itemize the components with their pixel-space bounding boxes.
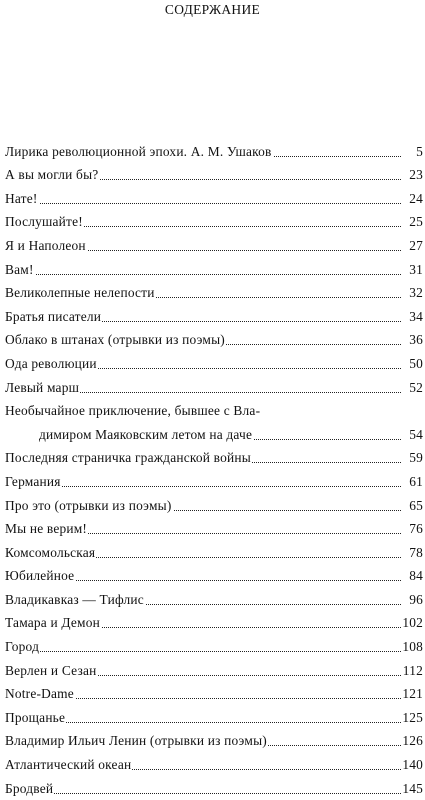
toc-entry[interactable] xyxy=(5,539,423,563)
toc-entry-title: Послушайте! xyxy=(5,214,83,230)
toc-entry[interactable] xyxy=(5,280,423,304)
toc-entry-page: 54 xyxy=(409,426,423,442)
toc-entry-title: Лирика революционной эпохи. А. М. Ушаков xyxy=(5,143,272,159)
toc-entry-page: 121 xyxy=(402,686,423,702)
toc-entry-page: 140 xyxy=(402,757,423,773)
toc-entry-title: Необычайное приключение, бывшее с Вла- xyxy=(5,403,261,419)
toc-entry-page: 50 xyxy=(409,355,423,371)
toc-entry-title: Братья писатели xyxy=(5,308,102,324)
toc-entry[interactable] xyxy=(5,303,423,327)
toc-entry[interactable] xyxy=(5,256,423,280)
toc-entry-page: 23 xyxy=(409,167,423,183)
table-of-contents xyxy=(5,138,423,799)
toc-entry-page: 5 xyxy=(416,143,423,159)
toc-entry-title: Владикавказ — Тифлис xyxy=(5,591,144,607)
toc-entry[interactable] xyxy=(5,728,423,752)
toc-entry-title: А вы могли бы? xyxy=(5,167,99,183)
toc-entry[interactable] xyxy=(5,657,423,681)
toc-entry[interactable] xyxy=(5,232,423,256)
toc-entry-first-line[interactable] xyxy=(5,398,423,422)
toc-entry-title: Комсомольская xyxy=(5,544,96,560)
page-title: СОДЕРЖАНИЕ xyxy=(164,2,261,17)
toc-entry-page: 145 xyxy=(402,780,423,796)
toc-entry[interactable] xyxy=(5,374,423,398)
toc-entry[interactable] xyxy=(5,775,423,799)
toc-entry[interactable] xyxy=(5,185,423,209)
toc-entry[interactable] xyxy=(5,704,423,728)
toc-entry-title: Я и Наполеон xyxy=(5,237,86,253)
toc-entry-page: 34 xyxy=(409,308,423,324)
toc-entry[interactable] xyxy=(5,563,423,587)
toc-entry-page: 25 xyxy=(409,214,423,230)
toc-entry-title: Про это (отрывки из поэмы) xyxy=(5,497,172,513)
toc-entry-second-line[interactable] xyxy=(5,421,423,445)
toc-entry[interactable] xyxy=(5,162,423,186)
toc-entry[interactable] xyxy=(5,681,423,705)
toc-entry-page: 125 xyxy=(402,709,423,725)
toc-entry-title: Облако в штанах (отрывки из поэмы) xyxy=(5,332,225,348)
toc-entry-page: 126 xyxy=(402,733,423,749)
toc-entry-title: Прощанье xyxy=(5,709,66,725)
toc-entry-title: Верлен и Сезан xyxy=(5,662,97,678)
toc-entry-title: Вам! xyxy=(5,261,34,277)
toc-entry-page: 76 xyxy=(409,521,423,537)
toc-entry[interactable] xyxy=(5,610,423,634)
toc-entry-page: 32 xyxy=(409,285,423,301)
toc-entry[interactable] xyxy=(5,350,423,374)
toc-entry-page: 24 xyxy=(409,190,423,206)
toc-entry-page: 61 xyxy=(409,473,423,489)
toc-entry-title: Ода революции xyxy=(5,355,97,371)
dot-leader xyxy=(5,203,401,204)
toc-entry-title-continuation: димиром Маяковским летом на даче xyxy=(39,426,253,442)
toc-entry-page: 112 xyxy=(402,662,423,678)
toc-entry-page: 59 xyxy=(409,450,423,466)
toc-entry-page: 78 xyxy=(409,544,423,560)
toc-entry-title: Атлантический океан xyxy=(5,757,132,773)
toc-entry-page: 31 xyxy=(409,261,423,277)
toc-entry-page: 65 xyxy=(409,497,423,513)
toc-entry-title: Последняя страничка гражданской войны xyxy=(5,450,251,466)
toc-entry-page: 108 xyxy=(402,639,423,655)
toc-entry-title: Левый марш xyxy=(5,379,80,395)
toc-entry[interactable] xyxy=(5,445,423,469)
toc-entry[interactable] xyxy=(5,586,423,610)
toc-entry-title: Бродвей xyxy=(5,780,54,796)
toc-entry-title: Нате! xyxy=(5,190,38,206)
toc-entry-page: 84 xyxy=(409,568,423,584)
toc-entry[interactable] xyxy=(5,138,423,162)
toc-entry-page: 27 xyxy=(409,237,423,253)
dot-leader xyxy=(5,793,401,794)
toc-entry-title: Город xyxy=(5,639,40,655)
toc-entry[interactable] xyxy=(5,751,423,775)
toc-entry-title: Владимир Ильич Ленин (отрывки из поэмы) xyxy=(5,733,267,749)
toc-entry-page: 102 xyxy=(402,615,423,631)
toc-entry-page: 52 xyxy=(409,379,423,395)
toc-entry-title: Германия xyxy=(5,473,61,489)
toc-entry-page: 96 xyxy=(409,591,423,607)
dot-leader xyxy=(5,274,401,275)
toc-entry[interactable] xyxy=(5,492,423,516)
toc-entry-page: 36 xyxy=(409,332,423,348)
toc-entry-title: Notre-Dame xyxy=(5,686,74,702)
toc-entry[interactable] xyxy=(5,468,423,492)
toc-entry[interactable] xyxy=(5,633,423,657)
dot-leader xyxy=(5,486,401,487)
toc-entry[interactable] xyxy=(5,516,423,540)
dot-leader xyxy=(5,651,401,652)
toc-entry[interactable] xyxy=(5,327,423,351)
toc-entry-title: Мы не верим! xyxy=(5,521,88,537)
toc-entry-title: Тамара и Демон xyxy=(5,615,100,631)
toc-entry-title: Великолепные нелепости xyxy=(5,285,155,301)
toc-entry[interactable] xyxy=(5,209,423,233)
toc-entry-title: Юбилейное xyxy=(5,568,75,584)
